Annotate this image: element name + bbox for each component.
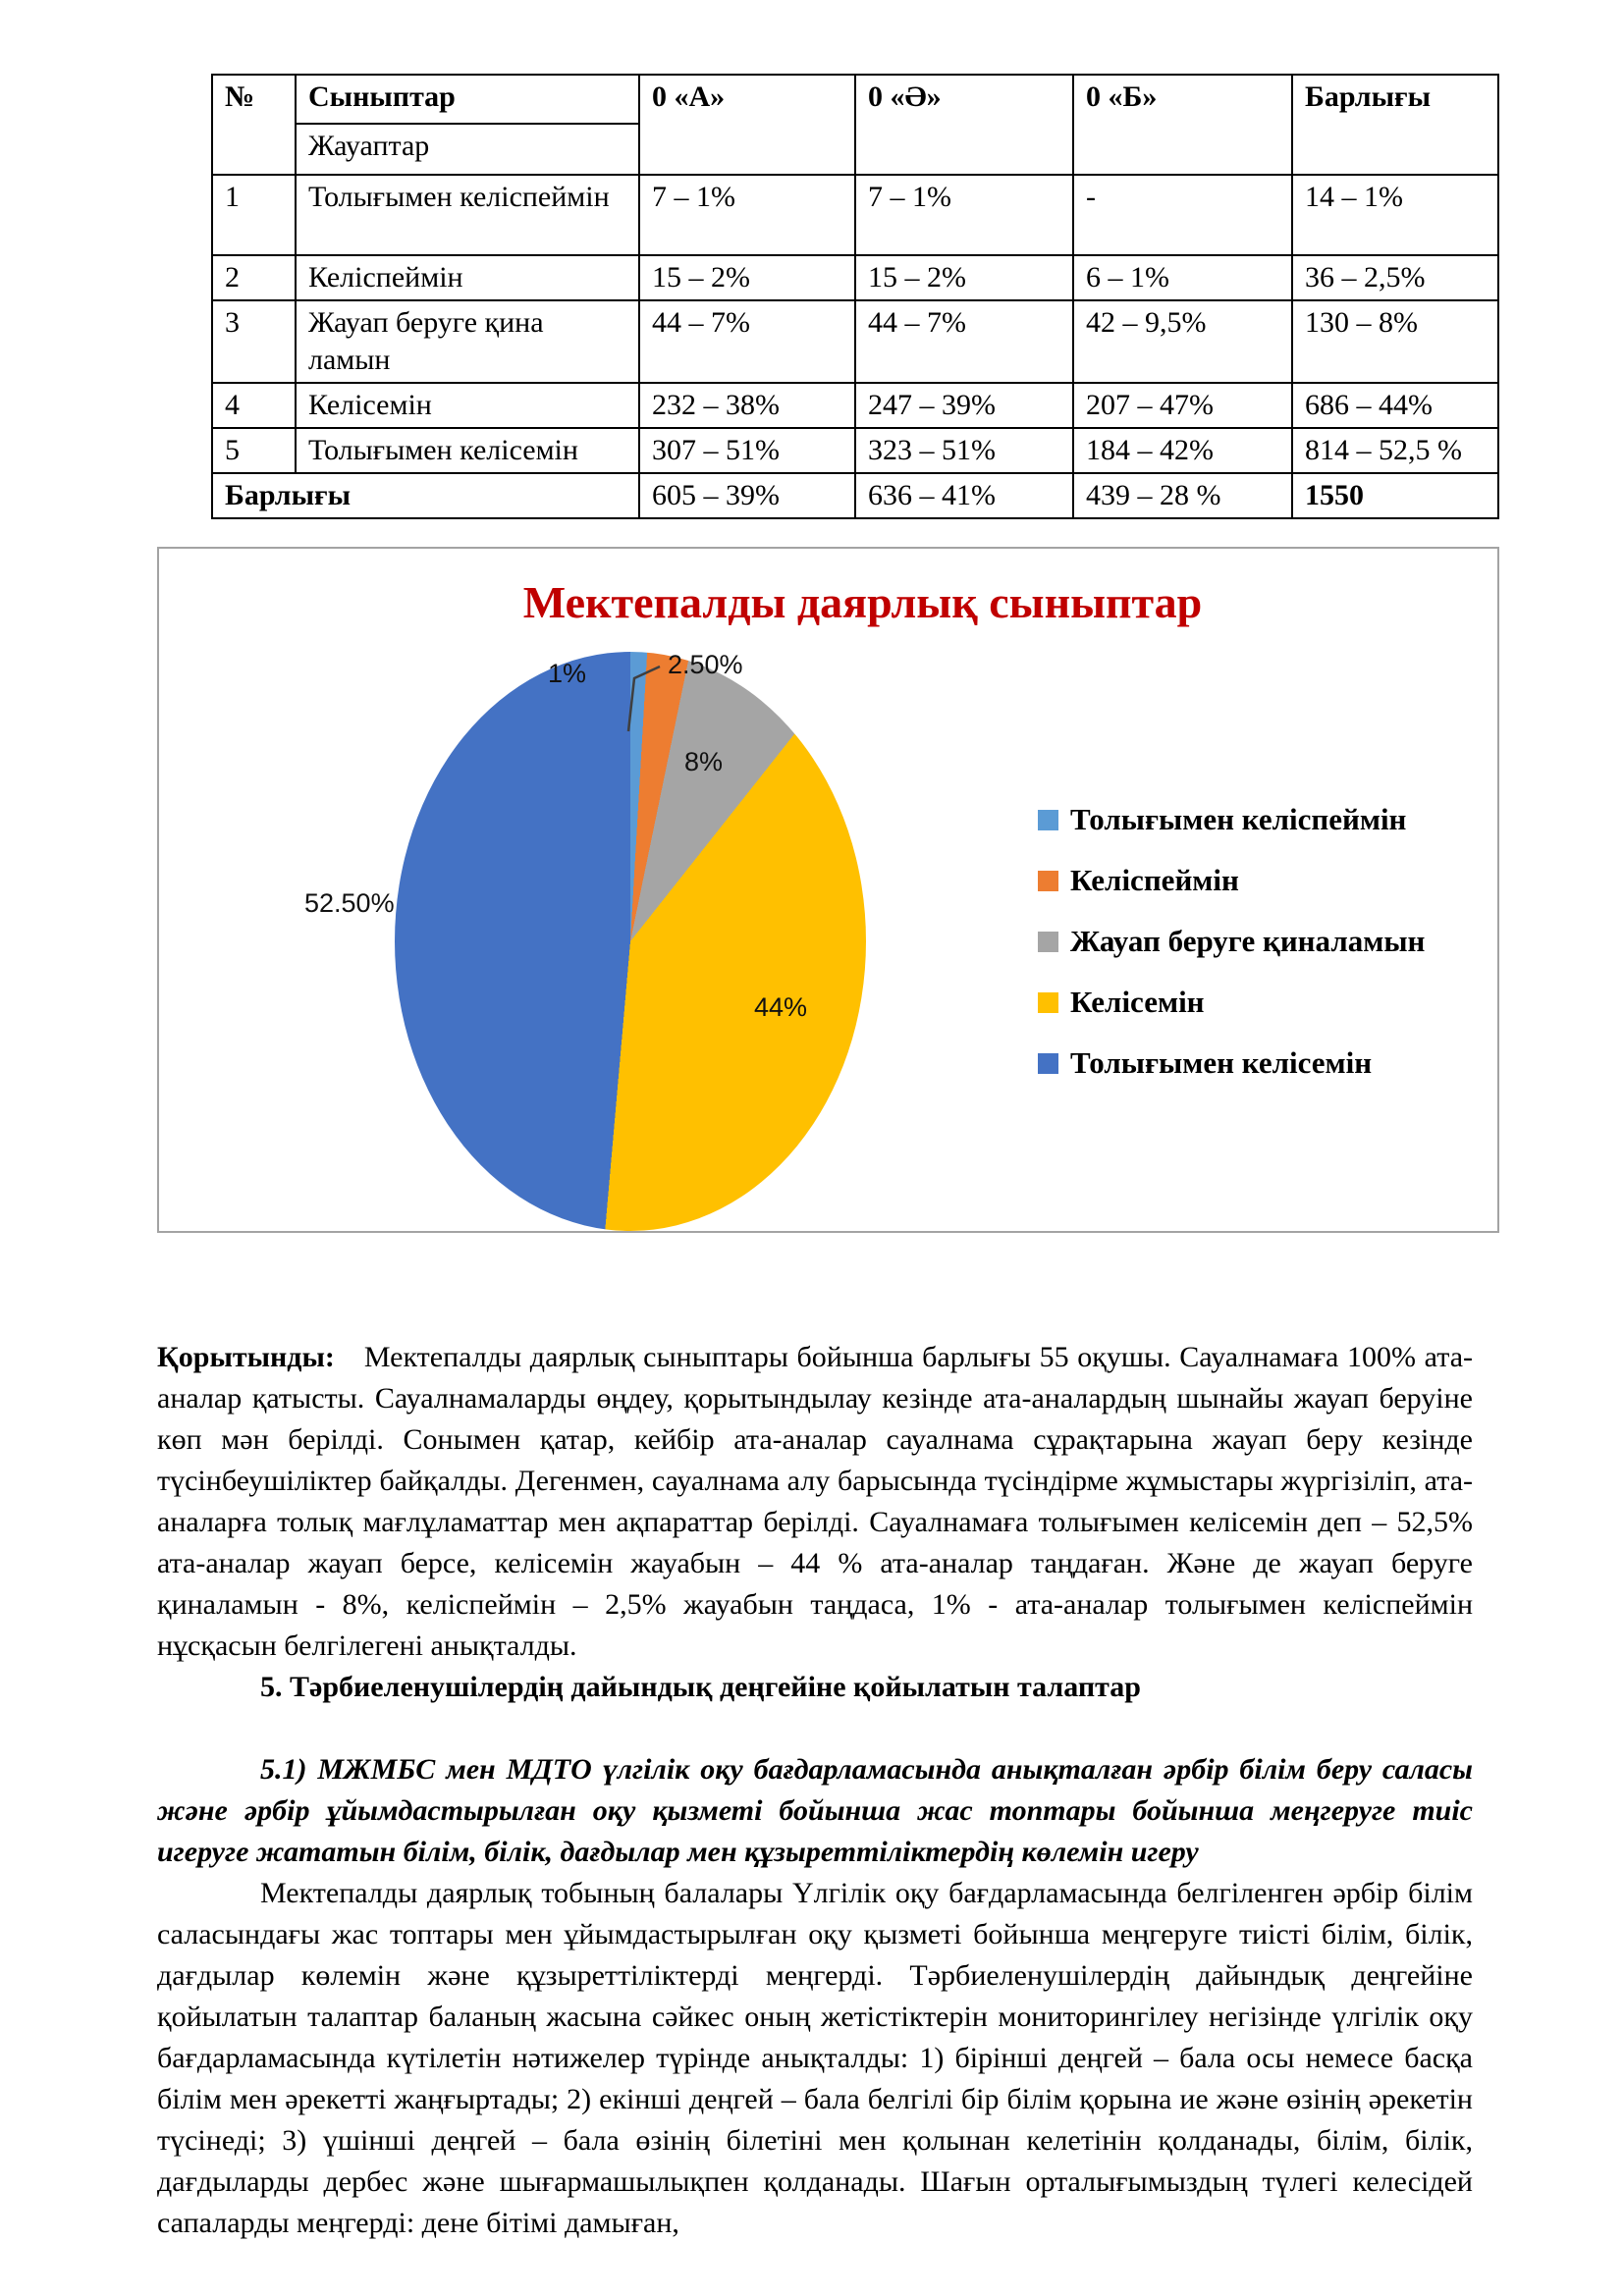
cell-b: 184 – 42% (1073, 428, 1292, 473)
pie-data-label: 52.50% (304, 888, 395, 918)
table-row (212, 175, 1498, 255)
legend-item (1038, 802, 1425, 837)
header-classes: Сыныптар (296, 75, 639, 124)
cell-a: 232 – 38% (639, 383, 855, 428)
chart-legend (1038, 802, 1425, 1106)
survey-results-table (211, 74, 1499, 519)
cell-a: 7 – 1% (639, 175, 855, 255)
cell-a: 44 – 7% (639, 300, 855, 383)
cell-ae: 323 – 51% (855, 428, 1073, 473)
cell-label: Келіспеймін (296, 255, 639, 300)
legend-label: Жауап беруге қиналамын (1070, 924, 1426, 958)
pie-chart-frame (157, 547, 1499, 1233)
legend-item (1038, 1045, 1425, 1081)
legend-label: Толығымен келіспеймін (1070, 802, 1407, 836)
cell-label: Толығымен келіспеймін (296, 175, 639, 255)
table-row (212, 255, 1498, 300)
table-row (212, 300, 1498, 383)
cell-label: Жауап беруге қина ламын (296, 300, 639, 383)
legend-label: Келіспеймін (1070, 863, 1239, 897)
cell-total: 814 – 52,5 % (1292, 428, 1498, 473)
pie-data-label: 44% (754, 992, 808, 1022)
legend-marker (1038, 932, 1058, 952)
footer-label: Барлығы (212, 473, 639, 518)
cell-total: 36 – 2,5% (1292, 255, 1498, 300)
cell-b: 207 – 47% (1073, 383, 1292, 428)
header-total: Барлығы (1292, 75, 1498, 175)
pie-data-label: 2.50% (668, 650, 743, 679)
conclusion-text: Мектепалды даярлық сыныптары бойынша барлығы 55 оқушы. Сауалнамаға 100% ата-аналар қатысты. Сауалнамаларды өңдеу, қорытындылау кезінде ата-аналардың шынайы жауап беруіне көп мән берілді. Сонымен қатар, кейбір ата-аналар сауалнама сұрақтарына жауап беру кезінде түсінбеушіліктер байқалды. Дегенмен, сауалнама алу барысында түсіндірме жұмыстары жүргізіліп, ата-аналарға толық мағлұламаттар мен ақпараттар берілді. Сауалнамаға толығымен келісемін деп – 52,5% ата-аналар жауап берсе, келісемін жауабын – 44 % ата-аналар таңдаған. Және де жауап беруге қиналамын - 8%, келіспеймін – 2,5% жауабын таңдаса, 1% - ата-аналар толығымен келіспеймін нұсқасын белгілегені анықталды. (157, 1341, 1473, 1662)
cell-b: 42 – 9,5% (1073, 300, 1292, 383)
header-answers: Жауаптар (296, 124, 639, 175)
header-class-a: 0 «А» (639, 75, 855, 175)
cell-num: 2 (212, 255, 296, 300)
footer-a: 605 – 39% (639, 473, 855, 518)
header-class-b: 0 «Б» (1073, 75, 1292, 175)
footer-b: 439 – 28 % (1073, 473, 1292, 518)
legend-label: Келісемін (1070, 985, 1205, 1019)
cell-b: - (1073, 175, 1292, 255)
legend-item (1038, 985, 1425, 1020)
cell-label: Келісемін (296, 383, 639, 428)
pie-data-label: 1% (548, 659, 587, 688)
table-row (212, 428, 1498, 473)
cell-a: 15 – 2% (639, 255, 855, 300)
cell-num: 1 (212, 175, 296, 255)
legend-marker (1038, 1053, 1058, 1074)
cell-ae: 44 – 7% (855, 300, 1073, 383)
cell-label: Толығымен келісемін (296, 428, 639, 473)
cell-ae: 7 – 1% (855, 175, 1073, 255)
conclusion-label: Қорытынды: (157, 1341, 335, 1373)
header-class-ae: 0 «Ә» (855, 75, 1073, 175)
cell-a: 307 – 51% (639, 428, 855, 473)
legend-marker (1038, 871, 1058, 891)
header-num: № (212, 75, 296, 175)
legend-item (1038, 863, 1425, 898)
cell-num: 4 (212, 383, 296, 428)
footer-ae: 636 – 41% (855, 473, 1073, 518)
legend-marker (1038, 810, 1058, 830)
cell-num: 3 (212, 300, 296, 383)
document-text (157, 1337, 1473, 2244)
footer-total: 1550 (1292, 473, 1498, 518)
legend-label: Толығымен келісемін (1070, 1045, 1373, 1080)
cell-total: 130 – 8% (1292, 300, 1498, 383)
cell-ae: 15 – 2% (855, 255, 1073, 300)
cell-ae: 247 – 39% (855, 383, 1073, 428)
table-footer-row (212, 473, 1498, 518)
chart-title: Мектепалды даярлық сыныптар (522, 577, 1203, 627)
description-paragraph: Мектепалды даярлық тобының балалары Үлгілік оқу бағдарламасында белгіленген әрбір білім саласындағы жас топтары мен ұйымдастырылған оқу қызметі бойынша меңгеруге тиісті білім, білік, дағдылар көлемін және құзыреттіліктерді меңгерді. Тәрбиеленушілердің дайындық деңгейіне қойылатын талаптар баланың жасына сәйкес оның жетістіктерін мониторингілеу негізінде үлгілік оқу бағдарламасында күтілетін нәтижелер түрінде анықталды: 1) бірінші деңгей – бала осы немесе басқа білім мен әрекетті жаңғыртады; 2) екінші деңгей – бала белгілі бір білім қорына ие және өзінің әрекетін түсінеді; 3) үшінші деңгей – бала өзінің білетіні мен қолынан келетінін қолданады, білім, білік, дағдыларды дербес және шығармашылықпен қолданады. Шағын орталығымыздың түлегі келесідей сапаларды меңгерді: дене бітімі дамыған, (157, 1877, 1473, 2239)
cell-num: 5 (212, 428, 296, 473)
table-row (212, 383, 1498, 428)
cell-total: 14 – 1% (1292, 175, 1498, 255)
table-header-row (212, 75, 1498, 124)
clause-5-1-paragraph: 5.1) МЖМБС мен МДТО үлгілік оқу бағдарламасында анықталған әрбір білім беру саласы және әрбір ұйымдастырылған оқу қызметі бойынша жас топтары бойынша меңгеруге тиіс игеруге жататын білім, білік, дағдылар мен құзыреттіліктердің көлемін игеру (157, 1753, 1473, 1868)
conclusion-paragraph (157, 1337, 1473, 1667)
section-heading: 5. Тәрбиеленушілердің дайындық деңгейіне қойылатын талаптар (260, 1671, 1141, 1703)
pie-data-label: 8% (684, 747, 724, 776)
legend-item (1038, 924, 1425, 959)
cell-b: 6 – 1% (1073, 255, 1292, 300)
legend-marker (1038, 992, 1058, 1013)
cell-total: 686 – 44% (1292, 383, 1498, 428)
